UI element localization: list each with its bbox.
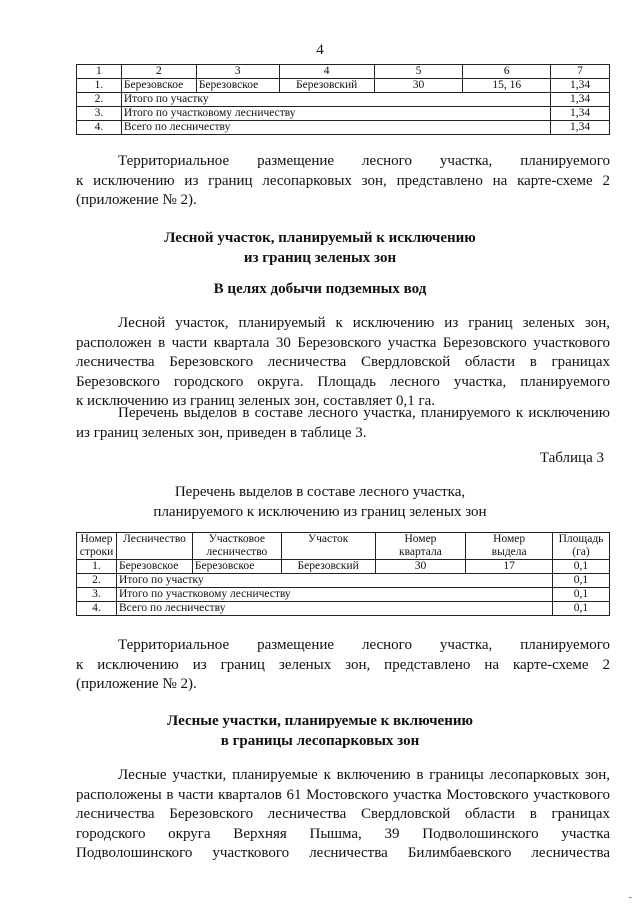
text-line: (приложение № 2). [76,676,197,692]
table-summary-row [77,574,610,588]
header-cell: 5 [374,65,463,79]
table-summary-row [77,121,610,135]
paragraph-text: Лесной участок, планируемый к исключению из границ зеленых зон, расположен в части квартала 30 Березовского участка Березовского участкового лесничества Березовского лесничества Свердловской области в границах Березовского городского округа. Площадь лесного участка, планируемого [76,315,610,390]
section-heading [0,229,640,268]
caption-line: Перечень выделов в составе лесного участка, [174,484,466,500]
table-cell: 1. [77,560,117,574]
table-row [77,560,610,574]
table-cell: 30 [375,560,466,574]
table-cell: Березовское [116,560,192,574]
table-summary-row [77,602,610,616]
header-text: Участковое [208,533,265,545]
paragraph-text: Лесные участки, планируемые к включению в границы лесопарковых зон, расположены в части кварталов 61 Мостовского участка Мостовского участкового лесничества Березовского лесничества Свердловской области в границах городского округа Верхняя Пышма, 39 Подволошинского участка Подволошинского участкового лесничества Билимбаевского лесничества [76,767,610,861]
table-caption [0,483,640,522]
table-cell: 1,34 [551,79,610,93]
text-line: из границ зеленых зон, приведен в таблице 3. [76,424,367,441]
table-cell: Березовское [192,560,281,574]
table-cell: 0,1 [552,602,609,616]
table-cell: 0,1 [552,574,609,588]
caption-line: планируемого к исключению из границ зеленых зон [153,503,487,520]
table-cell: 15, 16 [463,79,551,93]
header-text: строки [79,546,114,558]
table-cell: 30 [374,79,463,93]
table-header-row [77,65,610,79]
paragraph [76,314,610,412]
text-line: Территориальное размещение лесного участка, планируемого [118,637,610,653]
table-cell: 3. [77,588,117,602]
paragraph [76,636,610,695]
subsection-heading: В целях добычи подземных вод [213,281,427,297]
header-cell: 1 [77,65,122,79]
table-cell: 2. [77,93,122,107]
header-text: (га) [572,546,590,558]
table-cell: 3. [77,107,122,121]
paragraph [76,152,610,211]
table-cell: 1. [77,79,122,93]
header-cell [77,533,117,560]
table-cell: Всего по лесничеству [116,602,552,616]
header-cell: 4 [279,65,374,79]
table-summary-row [77,93,610,107]
table-cell: Березовский [279,79,374,93]
table-cell: 1,34 [551,121,610,135]
heading-line: в границы лесопарковых зон [220,732,420,749]
header-cell [375,533,466,560]
table-cell: 1,34 [551,93,610,107]
text-line: Территориальное размещение лесного участка, планируемого [118,153,610,169]
table-cell: 4. [77,121,122,135]
table-cell: 1,34 [551,107,610,121]
header-text: Номер [493,533,526,545]
table-summary-row [77,107,610,121]
header-text: Номер [404,533,437,545]
header-cell: 7 [551,65,610,79]
table-label: Таблица 3 [539,450,604,466]
table-cell: 2. [77,574,117,588]
header-text: Площадь [558,533,604,545]
table-cell: Березовское [196,79,279,93]
table-top [76,64,610,135]
header-cell: 3 [196,65,279,79]
header-cell [466,533,553,560]
heading-line: из границ зеленых зон [243,249,397,266]
header-text: Номер [80,533,113,545]
header-cell: Лесничество [116,533,192,560]
table-cell: 4. [77,602,117,616]
header-text: квартала [399,546,442,558]
table-cell: 17 [466,560,553,574]
header-cell: 6 [463,65,551,79]
table-cell: 0,1 [552,560,609,574]
table-cell: Итого по участковому лесничеству [116,588,552,602]
header-cell: Участок [281,533,375,560]
text-line: (приложение № 2). [76,192,197,208]
heading-line: Лесной участок, планируемый к исключению [164,230,476,246]
table-cell: Всего по лесничеству [121,121,550,135]
header-text: лесничество [206,546,268,558]
header-cell [192,533,281,560]
table-row [77,79,610,93]
text-line: Перечень выделов в составе лесного участка, планируемого к исключению [118,405,610,421]
table-cell: Итого по участковому лесничеству [121,107,550,121]
header-cell: 2 [121,65,196,79]
table-cell: Березовское [121,79,196,93]
table-cell: Итого по участку [116,574,552,588]
corner-mark: - [628,892,632,903]
text-line: к исключению из границ лесопарковых зон, представлено на карте-схеме 2 [76,172,610,189]
header-cell [552,533,609,560]
table-cell: 0,1 [552,588,609,602]
table-summary-row [77,588,610,602]
paragraph [76,766,610,864]
page-number: 4 [316,42,324,58]
table-cell: Березовский [281,560,375,574]
paragraph-last-line: к исключению из границ зеленых зон, составляет 0,1 га. [76,393,436,409]
table-3 [76,532,610,616]
section-heading [0,712,640,751]
paragraph [76,404,610,443]
text-line: к исключению из границ зеленых зон, представлено на карте-схеме 2 [76,656,610,673]
table-cell: Итого по участку [121,93,550,107]
heading-line: Лесные участки, планируемые к включению [167,713,473,729]
table-header-row [77,533,610,560]
header-text: выдела [491,546,527,558]
